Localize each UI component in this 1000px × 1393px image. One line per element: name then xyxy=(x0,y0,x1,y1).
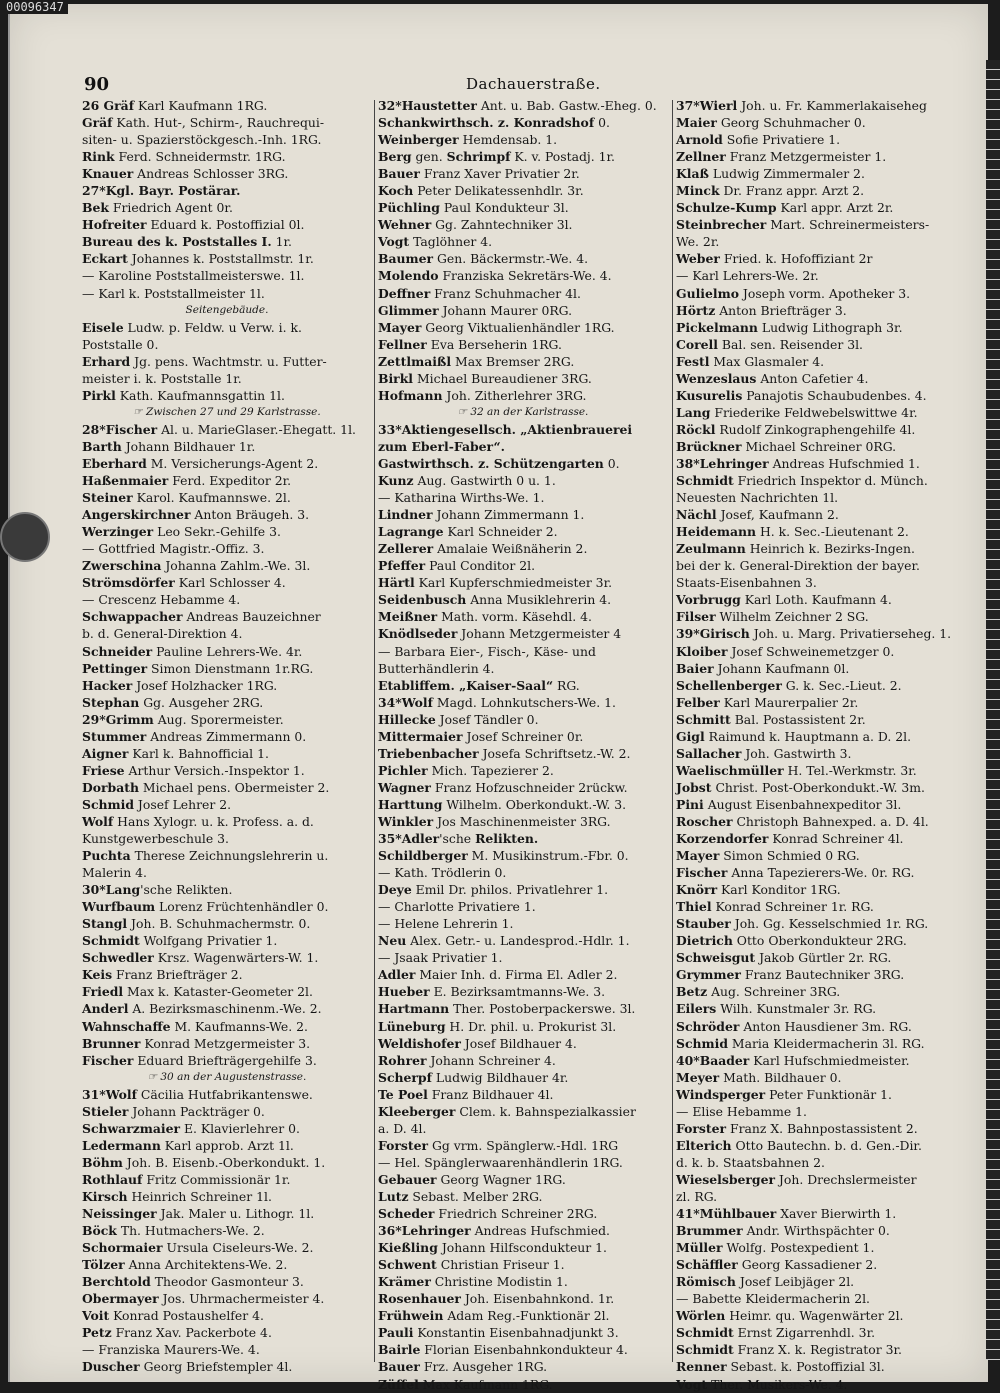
directory-entry-line: Stangl Joh. B. Schuhmachermstr. 0. xyxy=(82,916,311,932)
column-rule xyxy=(672,100,673,1362)
directory-entry-line: Fischer Anna Tapezierers-We. 0r. RG. xyxy=(676,865,915,881)
directory-entry-line: — Crescenz Hebamme 4. xyxy=(82,592,241,608)
directory-entry-line: — Babette Kleidermacherin 2l. xyxy=(676,1291,870,1307)
directory-entry-line: — Hel. Spänglerwaarenhändlerin 1RG. xyxy=(378,1154,623,1170)
directory-entry-line: Gastwirthsch. z. Schützengarten 0. xyxy=(378,455,620,471)
directory-entry-line: — Jsaak Privatier 1. xyxy=(378,950,503,966)
directory-entry-line: Gebauer Georg Wagner 1RG. xyxy=(378,1171,566,1187)
directory-entry-line: Festl Max Glasmaler 4. xyxy=(676,353,825,369)
directory-entry-line: Schwarzmaier E. Klavierlehrer 0. xyxy=(82,1120,300,1136)
directory-entry-line: Böck Th. Hutmachers-We. 2. xyxy=(82,1223,265,1239)
directory-entry-line: Lutz Sebast. Melber 2RG. xyxy=(378,1189,543,1204)
directory-entry-line: Forster Franz X. Bahnpostassistent 2. xyxy=(676,1120,918,1136)
directory-entry-line: Heidemann H. k. Sec.-Lieutenant 2. xyxy=(676,524,909,540)
directory-entry-line: Dietrich Otto Oberkondukteur 2RG. xyxy=(676,933,907,949)
directory-entry-line: Waelischmüller H. Tel.-Werkmstr. 3r. xyxy=(676,762,917,778)
directory-entry-line: Seidenbusch Anna Musiklehrerin 4. xyxy=(378,592,612,608)
directory-entry-line: Pirkl Kath. Kaufmannsgattin 1l. xyxy=(82,387,285,403)
directory-entry-line: 33*Aktiengesellsch. „Aktienbrauerei xyxy=(378,421,633,437)
directory-entry-line: Schormaier Ursula Ciseleurs-We. 2. xyxy=(82,1240,314,1256)
directory-entry-line: Butterhändlerin 4. xyxy=(378,660,495,676)
directory-entry-line: Filser Wilhelm Zeichner 2 SG. xyxy=(676,609,869,625)
directory-entry-line: Schwappacher Andreas Bauzeichner xyxy=(82,609,321,625)
directory-entry-line: Frühwein Adam Reg.-Funktionär 2l. xyxy=(378,1308,610,1324)
directory-entry-line: Stummer Andreas Zimmermann 0. xyxy=(82,728,307,744)
directory-entry-line: Mittermaier Josef Schreiner 0r. xyxy=(378,728,584,744)
directory-entry-line: Püchling Paul Kondukteur 3l. xyxy=(378,200,569,216)
directory-entry-line: Minck Dr. Franz appr. Arzt 2. xyxy=(676,183,865,199)
directory-entry-line: Schildberger M. Musikinstrum.-Fbr. 0. xyxy=(378,848,629,864)
directory-entry-line: Pettinger Simon Dienstmann 1r.RG. xyxy=(82,660,314,676)
directory-entry-line: Bairle Florian Eisenbahnkondukteur 4. xyxy=(378,1342,628,1358)
directory-entry-line: Vogt Taglöhner 4. xyxy=(378,234,493,250)
directory-entry-line: Eilers Wilh. Kunstmaler 3r. RG. xyxy=(676,1001,877,1017)
directory-entry-line: Fellner Eva Berseherin 1RG. xyxy=(378,336,562,352)
directory-entry-line: Corell Bal. sen. Reisender 3l. xyxy=(676,336,863,352)
directory-entry-line: Stieler Johann Packträger 0. xyxy=(82,1103,265,1119)
directory-entry-line: Römisch Josef Leibjäger 2l. xyxy=(676,1274,855,1290)
directory-entry-line: Grymmer Franz Bautechniker 3RG. xyxy=(676,967,905,983)
running-head: Dachauerstraße. xyxy=(466,75,601,93)
directory-entry-line: Hueber E. Bezirksamtmanns-We. 3. xyxy=(378,984,606,1000)
directory-entry-line: 30*Lang'sche Relikten. xyxy=(82,882,233,898)
directory-entry-line: Bek Friedrich Agent 0r. xyxy=(82,200,233,216)
directory-entry-line: Steinbrecher Mart. Schreinermeisters- xyxy=(676,217,930,233)
directory-entry-line: Schneider Pauline Lehrers-We. 4r. xyxy=(82,643,303,659)
directory-entry-line: Hofmann Joh. Zitherlehrer 3RG. xyxy=(378,387,587,403)
directory-entry-line: Neu Alex. Getr.- u. Landesprod.-Hdlr. 1. xyxy=(378,933,630,949)
directory-entry-line: Lagrange Karl Schneider 2. xyxy=(378,524,558,540)
directory-entry-line: Schmidt Ernst Zigarrenhdl. 3r. xyxy=(676,1325,876,1341)
directory-entry-line: ☞ 30 an der Augustenstrasse. xyxy=(147,1070,307,1083)
page-edge xyxy=(986,60,1000,1360)
directory-entry-line: Neissinger Jak. Maler u. Lithogr. 1l. xyxy=(82,1206,315,1222)
directory-entry-line: 37*Wierl Joh. u. Fr. Kammerlakaiseheg xyxy=(676,98,927,113)
directory-entry-line: Aigner Karl k. Bahnofficial 1. xyxy=(82,745,269,761)
directory-entry-line: Bauer Franz Xaver Privatier 2r. xyxy=(378,166,580,182)
directory-entry-line: Felber Karl Maurerpalier 2r. xyxy=(676,694,859,710)
directory-entry-line: Schmidt Franz X. k. Registrator 3r. xyxy=(676,1342,902,1358)
directory-entry-line: Stauber Joh. Gg. Kesselschmied 1r. RG. xyxy=(676,916,929,932)
directory-entry-line: — Elise Hebamme 1. xyxy=(676,1103,807,1119)
directory-entry-line: Tölzer Anna Architektens-We. 2. xyxy=(82,1257,288,1273)
directory-entry-line: Hörtz Anton Briefträger 3. xyxy=(676,302,847,318)
directory-entry-line: 31*Wolf Cäcilia Hutfabrikantenswe. xyxy=(82,1086,313,1102)
directory-entry-line: Hofreiter Eduard k. Postoffizial 0l. xyxy=(82,217,305,233)
directory-entry-line: Brückner Michael Schreiner 0RG. xyxy=(676,438,897,454)
directory-entry-line: Zeulmann Heinrich k. Bezirks-Ingen. xyxy=(676,541,915,557)
directory-entry-line: Eberhard M. Versicherungs-Agent 2. xyxy=(82,455,319,471)
directory-entry-line: Pauli Konstantin Eisenbahnadjunkt 3. xyxy=(378,1325,619,1341)
directory-entry-line: — Karl k. Poststallmeister 1l. xyxy=(82,285,265,301)
directory-entry-line: Keis Franz Briefträger 2. xyxy=(82,967,243,983)
directory-entry-line: Weinberger Hemdensab. 1. xyxy=(378,132,558,148)
directory-entry-line: Lindner Johann Zimmermann 1. xyxy=(378,507,585,523)
directory-entry-line: Etabliffem. „Kaiser-Saal“ RG. xyxy=(378,677,580,693)
directory-entry-line: Scheder Friedrich Schreiner 2RG. xyxy=(378,1206,598,1222)
directory-entry-line: Birkl Michael Bureaudiener 3RG. xyxy=(378,370,592,386)
directory-entry-line: Stephan Gg. Ausgeher 2RG. xyxy=(82,694,264,710)
directory-entry-line: Voit Konrad Postaushelfer 4. xyxy=(82,1308,264,1324)
directory-entry-line: Rink Ferd. Schneidermstr. 1RG. xyxy=(82,149,286,165)
directory-entry-line: Lang Friederike Feldwebelswittwe 4r. xyxy=(676,404,918,420)
column-rule xyxy=(374,100,375,1362)
directory-entry-line: Duscher Georg Briefstempler 4l. xyxy=(82,1359,293,1375)
directory-entry-line: Schmidt Wolfgang Privatier 1. xyxy=(82,933,278,949)
directory-entry-line: Klaß Ludwig Zimmermaler 2. xyxy=(676,166,865,182)
directory-entry-line: Pickelmann Ludwig Lithograph 3r. xyxy=(676,319,903,335)
page-number: 90 xyxy=(84,74,110,95)
directory-entry-line: Haßenmaier Ferd. Expeditor 2r. xyxy=(82,473,292,489)
directory-entry-line: 26 Gräf Karl Kaufmann 1RG. xyxy=(82,98,268,113)
directory-entry-line: Baumer Gen. Bäckermstr.-We. 4. xyxy=(378,251,589,267)
directory-entry-line: Lüneburg H. Dr. phil. u. Prokurist 3l. xyxy=(378,1018,617,1034)
directory-entry-line: Anderl A. Bezirksmaschinenm.-We. 2. xyxy=(82,1001,322,1017)
directory-entry-line: Knauer Andreas Schlosser 3RG. xyxy=(82,166,289,182)
directory-entry-line: Ledermann Karl approb. Arzt 1l. xyxy=(82,1137,294,1153)
directory-entry-line: Schweisgut Jakob Gürtler 2r. RG. xyxy=(676,950,892,966)
directory-entry-line: Röckl Rudolf Zinkographengehilfe 4l. xyxy=(676,421,916,437)
scan-id: 00096347 xyxy=(2,0,68,14)
directory-entry-line: Schellenberger G. k. Sec.-Lieut. 2. xyxy=(676,677,902,693)
directory-entry-line: — Franziska Maurers-We. 4. xyxy=(82,1342,260,1358)
directory-entry-line: Baier Johann Kaufmann 0l. xyxy=(676,660,850,676)
directory-entry-line: Neuesten Nachrichten 1l. xyxy=(676,490,839,506)
directory-entry-line: ☞ Zwischen 27 und 29 Karlstrasse. xyxy=(133,405,321,418)
directory-entry-line: We. 2r. xyxy=(676,234,720,250)
directory-entry-line: Wagner Franz Hofzuschneider 2rückw. xyxy=(378,779,628,795)
directory-entry-line: Gigl Raimund k. Hauptmann a. D. 2l. xyxy=(676,728,912,744)
directory-entry-line: 29*Grimm Aug. Sporermeister. xyxy=(82,711,284,727)
directory-entry-line: Erhard Jg. pens. Wachtmstr. u. Futter- xyxy=(82,353,327,369)
directory-entry-line: Pfeffer Paul Conditor 2l. xyxy=(378,558,536,574)
directory-entry-line: Pini August Eisenbahnexpeditor 3l. xyxy=(676,796,902,812)
directory-entry-line: Wörlen Heimr. qu. Wagenwärter 2l. xyxy=(676,1308,904,1324)
directory-entry-line: Arnold Sofie Privatiere 1. xyxy=(676,132,841,148)
directory-entry-line: Vogt Ther. Musikers-We. 4. xyxy=(676,1376,848,1392)
directory-entry-line: Kießling Johann Hilfscondukteur 1. xyxy=(378,1240,607,1256)
directory-entry-line: Poststalle 0. xyxy=(82,336,159,352)
directory-entry-line: Hacker Josef Holzhacker 1RG. xyxy=(82,677,278,693)
directory-entry-line: Wolf Hans Xylogr. u. k. Profess. a. d. xyxy=(82,813,314,829)
directory-entry-line: Wenzeslaus Anton Cafetier 4. xyxy=(676,370,869,386)
directory-entry-line: Schmid Maria Kleidermacherin 3l. RG. xyxy=(676,1035,925,1051)
directory-entry-line: Wurfbaum Lorenz Früchtenhändler 0. xyxy=(82,899,329,915)
column-3 xyxy=(676,97,968,1392)
directory-entry-line: — Kath. Trödlerin 0. xyxy=(378,865,507,881)
directory-entry-line: 36*Lehringer Andreas Hufschmied. xyxy=(378,1223,610,1239)
directory-entry-line: Puchta Therese Zeichnungslehrerin u. xyxy=(82,848,329,864)
directory-entry-line: zl. RG. xyxy=(676,1189,718,1204)
directory-entry-line: Rosenhauer Joh. Eisenbahnkond. 1r. xyxy=(378,1291,615,1307)
directory-entry-line: Thiel Konrad Schreiner 1r. RG. xyxy=(676,899,874,915)
directory-entry-line: 28*Fischer Al. u. MarieGlaser.-Ehegatt. 1l. xyxy=(82,421,356,437)
directory-entry-line: Angerskirchner Anton Bräugeh. 3. xyxy=(82,507,310,523)
directory-entry-line: Zellerer Amalaie Weißnäherin 2. xyxy=(378,541,588,557)
column-1 xyxy=(82,97,372,1375)
directory-entry-line: — Katharina Wirths-We. 1. xyxy=(378,490,545,506)
directory-entry-line: Strömsdörfer Karl Schlosser 4. xyxy=(82,575,286,591)
directory-entry-line: Glimmer Johann Maurer 0RG. xyxy=(378,302,573,318)
directory-entry-line: Schmitt Bal. Postassistent 2r. xyxy=(676,711,866,727)
directory-entry-line: Deffner Franz Schuhmacher 4l. xyxy=(378,285,581,301)
directory-entry-line: bei der k. General-Direktion der bayer. xyxy=(676,558,920,574)
directory-entry-line: Kunstgewerbeschule 3. xyxy=(82,831,229,847)
directory-entry-line: Friedl Max k. Kataster-Geometer 2l. xyxy=(82,984,313,1000)
directory-entry-line: Bauer Frz. Ausgeher 1RG. xyxy=(378,1359,548,1375)
directory-entry-line: Berchtold Theodor Gasmonteur 3. xyxy=(82,1274,304,1290)
directory-entry-line: Te Poel Franz Bildhauer 4l. xyxy=(378,1086,554,1102)
directory-entry-line: Schankwirthsch. z. Konradshof 0. xyxy=(378,115,610,131)
directory-entry-line: ☞ 32 an der Karlstrasse. xyxy=(457,405,589,418)
directory-entry-line: Nächl Josef, Kaufmann 2. xyxy=(676,507,839,523)
directory-entry-line: Kloiber Josef Schweinemetzger 0. xyxy=(676,643,895,659)
directory-entry-line: Staats-Eisenbahnen 3. xyxy=(676,575,817,591)
directory-entry-line: — Barbara Eier-, Fisch-, Käse- und xyxy=(378,643,596,659)
directory-entry-line: Triebenbacher Josefa Schriftsetz.-W. 2. xyxy=(378,745,631,761)
directory-entry-line: Wahnschaffe M. Kaufmanns-We. 2. xyxy=(82,1018,308,1034)
directory-entry-line: Züffel Max Kaufmann 1RG. xyxy=(378,1376,553,1392)
directory-entry-line: Mayer Simon Schmied 0 RG. xyxy=(676,848,860,864)
directory-entry-line: Rothlauf Fritz Commissionär 1r. xyxy=(82,1171,291,1187)
directory-entry-line: meister i. k. Poststalle 1r. xyxy=(82,370,242,386)
directory-entry-line: Steiner Karol. Kaufmannswe. 2l. xyxy=(82,490,291,506)
directory-entry-line: — Karoline Poststallmeisterswe. 1l. xyxy=(82,268,305,284)
directory-entry-line: Maier Georg Schuhmacher 0. xyxy=(676,115,866,131)
directory-entry-line: Renner Sebast. k. Postoffizial 3l. xyxy=(676,1359,885,1375)
directory-entry-line: Scherpf Ludwig Bildhauer 4r. xyxy=(378,1069,569,1085)
directory-entry-line: — Charlotte Privatiere 1. xyxy=(378,899,536,915)
directory-entry-line: Barth Johann Bildhauer 1r. xyxy=(82,438,256,454)
directory-entry-line: Brummer Andr. Wirthspächter 0. xyxy=(676,1223,890,1239)
directory-entry-line: Korzendorfer Konrad Schreiner 4l. xyxy=(676,831,904,847)
directory-entry-line: 27*Kgl. Bayr. Postärar. xyxy=(82,183,241,199)
directory-entry-line: Obermayer Jos. Uhrmachermeister 4. xyxy=(82,1291,325,1307)
directory-entry-line: — Helene Lehrerin 1. xyxy=(378,916,514,932)
directory-entry-line: Härtl Karl Kupferschmiedmeister 3r. xyxy=(378,575,613,591)
directory-entry-line: Winkler Jos Maschinenmeister 3RG. xyxy=(378,813,611,829)
column-2 xyxy=(378,97,668,1392)
directory-entry-line: 40*Baader Karl Hufschmiedmeister. xyxy=(676,1052,910,1068)
directory-entry-line: Koch Peter Delikatessenhdlr. 3r. xyxy=(378,183,584,199)
directory-entry-line: Elterich Otto Bautechn. b. d. Gen.-Dir. xyxy=(676,1137,922,1153)
directory-entry-line: Forster Gg vrm. Spänglerw.-Hdl. 1RG xyxy=(378,1137,619,1153)
directory-entry-line: Fischer Eduard Briefträgergehilfe 3. xyxy=(82,1052,317,1068)
directory-entry-line: Malerin 4. xyxy=(82,865,147,881)
directory-entry-line: Schwedler Krsz. Wagenwärters-W. 1. xyxy=(82,950,319,966)
directory-entry-line: Brunner Konrad Metzgermeister 3. xyxy=(82,1035,311,1051)
directory-entry-line: Schröder Anton Hausdiener 3m. RG. xyxy=(676,1018,912,1034)
directory-entry-line: Jobst Christ. Post-Oberkondukt.-W. 3m. xyxy=(676,779,925,795)
directory-entry-line: Meißner Math. vorm. Käsehdl. 4. xyxy=(378,609,592,625)
directory-entry-line: a. D. 4l. xyxy=(378,1120,427,1136)
directory-entry-line: Harttung Wilhelm. Oberkondukt.-W. 3. xyxy=(378,796,627,812)
directory-entry-line: Zwerschina Johanna Zahlm.-We. 3l. xyxy=(82,558,311,574)
directory-entry-line: — Karl Lehrers-We. 2r. xyxy=(676,268,819,284)
directory-entry-line: 35*Adler'sche Relikten. xyxy=(378,831,539,847)
directory-entry-line: Bureau des k. Poststalles I. 1r. xyxy=(82,234,292,250)
directory-entry-line: Windsperger Peter Funktionär 1. xyxy=(676,1086,892,1102)
directory-entry-line: Mayer Georg Viktualienhändler 1RG. xyxy=(378,319,615,335)
directory-entry-line: b. d. General-Direktion 4. xyxy=(82,626,243,642)
directory-entry-line: Kirsch Heinrich Schreiner 1l. xyxy=(82,1189,272,1204)
directory-entry-line: Hartmann Ther. Postoberpackerswe. 3l. xyxy=(378,1001,636,1017)
directory-entry-line: Weldishofer Josef Bildhauer 4. xyxy=(378,1035,577,1051)
directory-entry-line: zum Eberl-Faber“. xyxy=(378,438,505,454)
directory-entry-line: Petz Franz Xav. Packerbote 4. xyxy=(82,1325,272,1341)
directory-entry-line: Schmidt Friedrich Inspektor d. Münch. xyxy=(676,473,928,489)
directory-entry-line: 38*Lehringer Andreas Hufschmied 1. xyxy=(676,455,920,471)
directory-entry-line: Zettlmaißl Max Bremser 2RG. xyxy=(378,353,575,369)
directory-entry-line: Deye Emil Dr. philos. Privatlehrer 1. xyxy=(378,882,609,898)
directory-entry-line: Betz Aug. Schreiner 3RG. xyxy=(676,984,841,1000)
directory-entry-line: Weber Fried. k. Hofoffiziant 2r xyxy=(676,251,873,267)
directory-entry-line: 39*Girisch Joh. u. Marg. Privatierseheg. 1. xyxy=(676,626,952,642)
directory-entry-line: siten- u. Spazierstöckgesch.-Inh. 1RG. xyxy=(82,132,322,148)
directory-entry-line: Roscher Christoph Bahnexped. a. D. 4l. xyxy=(676,813,929,829)
directory-entry-line: Dorbath Michael pens. Obermeister 2. xyxy=(82,779,330,795)
directory-entry-line: Berg gen. Schrimpf K. v. Postadj. 1r. xyxy=(378,149,616,165)
directory-entry-line: Eckart Johannes k. Poststallmstr. 1r. xyxy=(82,251,314,267)
binder-clip xyxy=(0,512,50,562)
directory-entry-line: Schmid Josef Lehrer 2. xyxy=(82,796,232,812)
directory-entry-line: Schulze-Kump Karl appr. Arzt 2r. xyxy=(676,200,894,216)
directory-entry-line: Böhm Joh. B. Eisenb.-Oberkondukt. 1. xyxy=(82,1154,326,1170)
directory-entry-line: Wehner Gg. Zahntechniker 3l. xyxy=(378,217,573,233)
directory-entry-line: 41*Mühlbauer Xaver Bierwirth 1. xyxy=(676,1206,897,1222)
directory-entry-line: — Gottfried Magistr.-Offiz. 3. xyxy=(82,541,265,557)
directory-entry-line: Adler Maier Inh. d. Firma El. Adler 2. xyxy=(378,967,618,983)
directory-entry-line: Kunz Aug. Gastwirth 0 u. 1. xyxy=(378,473,556,489)
directory-entry-line: Schäffler Georg Kassadiener 2. xyxy=(676,1257,878,1273)
directory-entry-line: Schwent Christian Friseur 1. xyxy=(378,1257,565,1273)
directory-entry-line: Rohrer Johann Schreiner 4. xyxy=(378,1052,556,1068)
directory-entry-line: 32*Haustetter Ant. u. Bab. Gastw.-Eheg. 0. xyxy=(378,98,657,113)
directory-entry-line: Seitengebäude. xyxy=(185,303,269,316)
directory-entry-line: Müller Wolfg. Postexpedient 1. xyxy=(676,1240,875,1256)
directory-entry-line: Gräf Kath. Hut-, Schirm-, Rauchrequi- xyxy=(82,115,325,131)
directory-entry-line: Knörr Karl Konditor 1RG. xyxy=(676,882,841,898)
directory-entry-line: Kleeberger Clem. k. Bahnspezialkassier xyxy=(378,1103,636,1119)
directory-entry-line: Hillecke Josef Tändler 0. xyxy=(378,711,539,727)
directory-entry-line: Sallacher Joh. Gastwirth 3. xyxy=(676,745,852,761)
directory-entry-line: Werzinger Leo Sekr.-Gehilfe 3. xyxy=(82,524,281,540)
directory-entry-line: Wieselsberger Joh. Drechslermeister xyxy=(676,1171,917,1187)
directory-entry-line: 34*Wolf Magd. Lohnkutschers-We. 1. xyxy=(378,694,616,710)
directory-entry-line: Kusurelis Panajotis Schaubudenbes. 4. xyxy=(676,387,927,403)
directory-entry-line: Gulielmo Joseph vorm. Apotheker 3. xyxy=(676,285,911,301)
directory-entry-line: Knödlseder Johann Metzgermeister 4 xyxy=(378,626,622,642)
directory-entry-line: Friese Arthur Versich.-Inspektor 1. xyxy=(82,762,305,778)
directory-entry-line: Molendo Franziska Sekretärs-We. 4. xyxy=(378,268,612,284)
directory-entry-line: Meyer Math. Bildhauer 0. xyxy=(676,1069,842,1085)
directory-entry-line: Krämer Christine Modistin 1. xyxy=(378,1274,568,1290)
directory-entry-line: Zellner Franz Metzgermeister 1. xyxy=(676,149,887,165)
directory-entry-line: d. k. b. Staatsbahnen 2. xyxy=(676,1154,825,1170)
directory-entry-line: Vorbrugg Karl Loth. Kaufmann 4. xyxy=(676,592,892,608)
directory-entry-line: Eisele Ludw. p. Feldw. u Verw. i. k. xyxy=(82,319,302,335)
directory-entry-line: Pichler Mich. Tapezierer 2. xyxy=(378,762,554,778)
